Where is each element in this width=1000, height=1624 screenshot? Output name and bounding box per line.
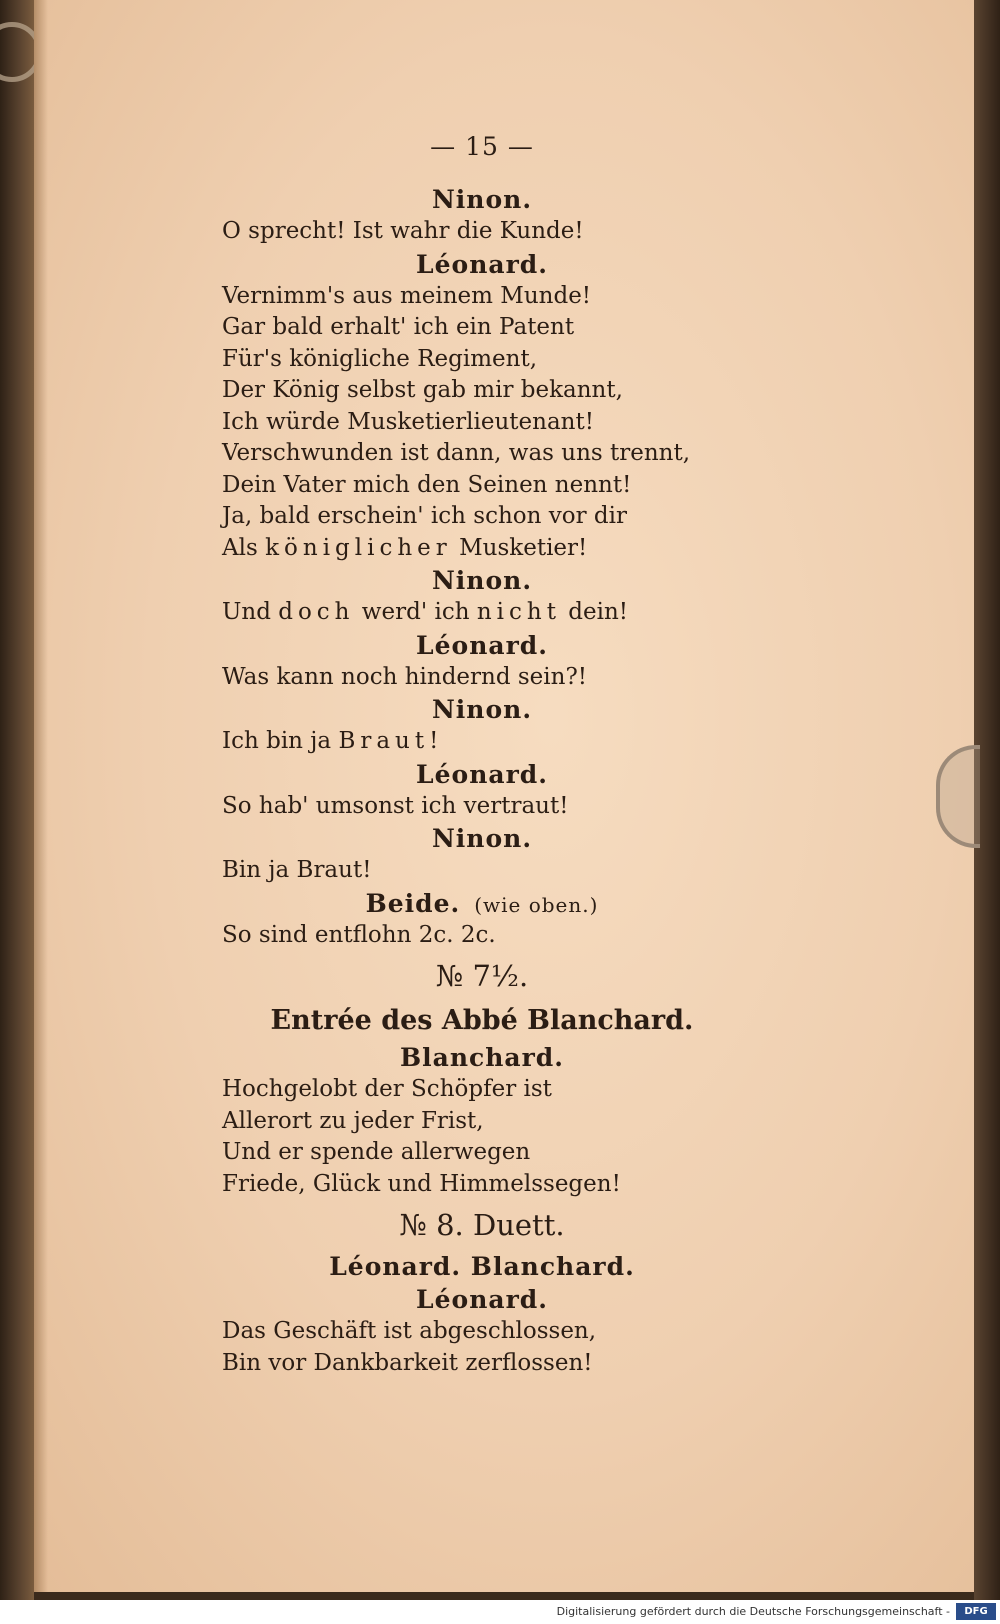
libretto-text (222, 132, 742, 1379)
verse-line: O sprecht! Ist wahr die Kunde! (222, 218, 584, 244)
verse-line: Verschwunden ist dann, was uns trennt, (222, 440, 691, 466)
verse-line (222, 726, 742, 758)
verse-line (222, 597, 742, 629)
verse-line: Gar bald erhalt' ich ein Patent (222, 314, 575, 340)
speaker-name: Léonard. (416, 630, 548, 660)
verse-text: Als (222, 534, 266, 561)
gutter-shadow (34, 0, 48, 1592)
verse-line: Bin vor Dankbarkeit zerflossen! (222, 1349, 593, 1376)
verse-line: Und er spende allerwegen (222, 1139, 531, 1165)
speaker-name: Léonard. (416, 1285, 548, 1314)
verse-line: Für's königliche Regiment, (222, 345, 538, 372)
verse-line: Der König selbst gab mir bekannt, (222, 377, 623, 403)
page-number: — 15 — (430, 132, 534, 161)
speaker-name: Ninon. (431, 695, 533, 724)
funding-credit: Digitalisierung gefördert durch die Deutsche Forschungsgemeinschaft - (556, 1605, 950, 1618)
verse-text: Und (222, 599, 279, 625)
verse-line: Ich würde Musketierlieutenant! (222, 408, 594, 435)
speaker-name: Léonard. (416, 759, 548, 789)
verse-text: dein! (560, 599, 628, 625)
dfg-logo: DFG (956, 1603, 996, 1620)
verse-line: Ja, bald erschein' ich schon vor dir (222, 503, 627, 529)
section-heading: Entrée des Abbé Blanchard. (270, 1005, 694, 1036)
speaker-name: Ninon. (431, 185, 533, 214)
number-heading: № 8. Duett. (399, 1208, 565, 1242)
verse-line: Dein Vater mich den Seinen nennt! (222, 471, 632, 498)
verse-line: Hochgelobt der Schöpfer ist (222, 1076, 552, 1102)
verse-line: Allerort zu jeder Frist, (222, 1107, 484, 1134)
emphasized-text: nicht (476, 599, 561, 625)
speaker-name: Ninon. (431, 566, 533, 595)
emphasized-text: königlicher (265, 534, 452, 561)
emphasized-text: doch (278, 599, 355, 625)
stage-direction: (wie oben.) (474, 892, 599, 917)
speaker-name (222, 887, 742, 920)
verse-line: Vernimm's aus meinem Munde! (222, 282, 592, 309)
book-spine-edge (0, 0, 34, 1600)
verse-line: Friede, Glück und Himmelssegen! (222, 1170, 621, 1197)
text-lines (222, 183, 742, 1379)
speaker-name: Léonard. (416, 249, 548, 279)
verse-line: So hab' umsonst ich vertraut! (222, 792, 569, 819)
verse-line: Was kann noch hindernd sein?! (222, 663, 588, 690)
speaker-name: Ninon. (431, 824, 533, 853)
emphasized-text: Braut (338, 728, 430, 754)
verse-line: Bin ja Braut! (222, 857, 372, 883)
verse-text: Musketier! (451, 534, 588, 561)
number-heading: № 7½. (435, 959, 529, 993)
speaker-name: Léonard. Blanchard. (329, 1252, 635, 1281)
speaker-label: Beide. (365, 888, 461, 918)
verse-line (222, 533, 742, 565)
verse-line: So sind entflohn 2c. 2c. (222, 921, 496, 948)
speaker-name: Blanchard. (400, 1043, 564, 1072)
verse-text: werd' ich (354, 599, 477, 625)
digitization-footer (0, 1600, 1000, 1624)
verse-line: Das Geschäft ist abgeschlossen, (222, 1318, 597, 1344)
verse-text: ! (429, 728, 439, 754)
verse-text: Ich bin ja (222, 728, 339, 754)
